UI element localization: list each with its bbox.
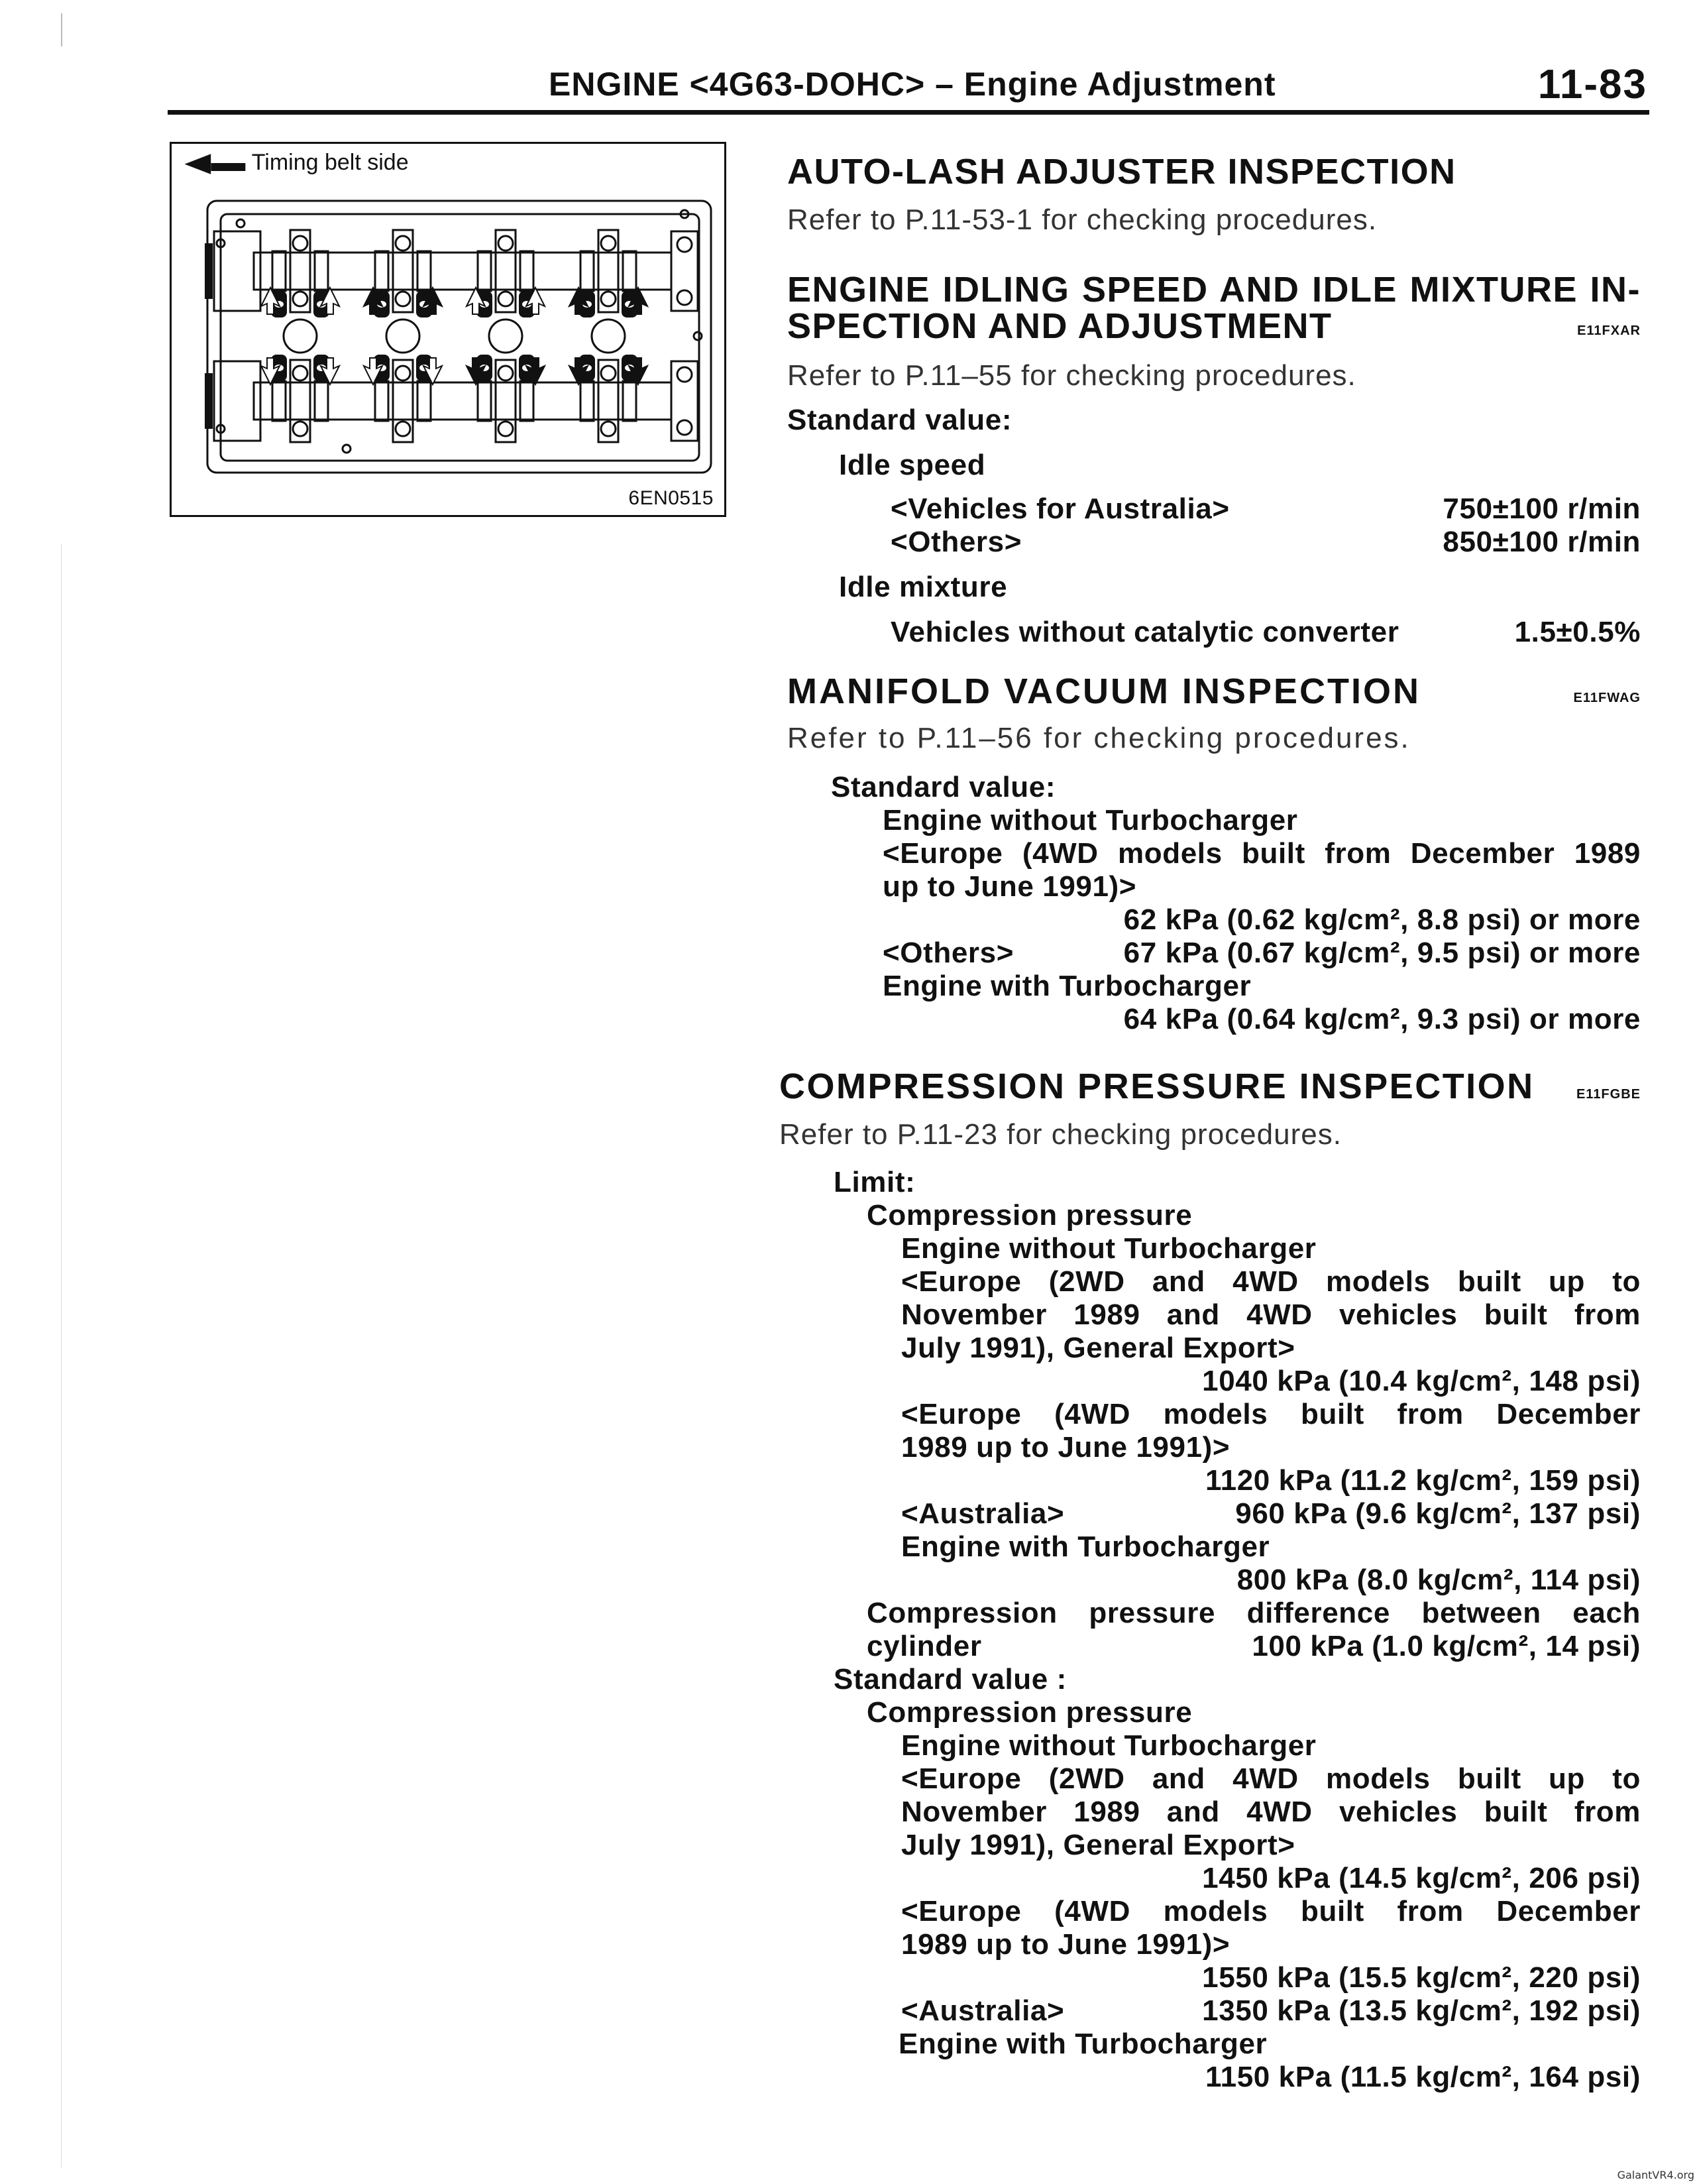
- gasket-hole: [237, 219, 245, 227]
- cap-bolt: [601, 366, 616, 380]
- cap-bolt: [601, 236, 616, 251]
- cp-label: Compression pressure: [867, 1199, 1193, 1232]
- page-header-title: ENGINE <4G63-DOHC> – Engine Adjustment: [549, 66, 1276, 103]
- spec-value: 800 kPa (8.0 kg/cm², 114 psi): [1236, 1564, 1641, 1596]
- spec-value: 960 kPa (9.6 kg/cm², 137 psi): [1235, 1497, 1641, 1530]
- cam-lobe: [580, 251, 594, 291]
- figure-caption: [184, 148, 409, 177]
- diff-line: Compression pressure difference between each: [867, 1597, 1641, 1629]
- cap-bolt: [498, 422, 513, 436]
- cap-bolt: [601, 422, 616, 436]
- europe-line: November 1989 and 4WD vehicles built from: [901, 1796, 1641, 1828]
- spec-value: 62 kPa (0.62 kg/cm², 8.8 psi) or more: [1123, 903, 1641, 936]
- standard-value-label: Standard value:: [787, 404, 1013, 436]
- cam-rear-bearing: [671, 361, 698, 441]
- cam-rear-bearing: [671, 231, 698, 311]
- no-turbo-label: Engine without Turbocharger: [883, 804, 1298, 836]
- europe-line: November 1989 and 4WD vehicles built from: [901, 1298, 1641, 1331]
- cap-bolt: [396, 236, 410, 251]
- diff-line: cylinder: [867, 1630, 982, 1662]
- cap-bolt: [396, 422, 410, 436]
- bearing-bolt: [677, 420, 692, 435]
- section-title-line2: SPECTION AND ADJUSTMENT: [787, 306, 1333, 346]
- spec-value: 1450 kPa (14.5 kg/cm², 206 psi): [1202, 1862, 1641, 1894]
- section-title: MANIFOLD VACUUM INSPECTION: [787, 671, 1421, 711]
- arrow-left-icon: ◀▬: [184, 148, 246, 177]
- cap-bolt: [293, 292, 307, 306]
- cam-sprocket-flange: [205, 243, 213, 299]
- cap-bolt: [293, 422, 307, 436]
- turbo-label: Engine with Turbocharger: [899, 2028, 1268, 2060]
- cam-lobe: [580, 381, 594, 421]
- others-label: <Others>: [883, 937, 1014, 969]
- watermark: GalantVR4.org: [1617, 2169, 1694, 2181]
- europe-line: <Europe (4WD models built from December 1989: [883, 837, 1641, 870]
- cam-lobe: [272, 251, 286, 291]
- section-title: COMPRESSION PRESSURE INSPECTION: [779, 1066, 1535, 1106]
- bearing-bolt: [677, 237, 692, 252]
- spec-value: 1150 kPa (11.5 kg/cm², 164 psi): [1205, 2061, 1641, 2093]
- figure-caption-text: Timing belt side: [251, 149, 409, 175]
- scan-artifact: [61, 13, 62, 46]
- europe-line: <Europe (4WD models built from December: [901, 1398, 1641, 1430]
- cam-sprocket-flange: [205, 373, 213, 429]
- gasket-hole: [343, 445, 351, 453]
- limit-label: Limit:: [834, 1166, 916, 1198]
- spec-value: 1550 kPa (15.5 kg/cm², 220 psi): [1202, 1961, 1641, 1994]
- turbo-label: Engine with Turbocharger: [901, 1530, 1270, 1563]
- europe-line: 1989 up to June 1991)>: [901, 1928, 1231, 1961]
- cap-bolt: [396, 292, 410, 306]
- turbo-label: Engine with Turbocharger: [883, 970, 1252, 1002]
- europe-line: <Europe (2WD and 4WD models built up to: [901, 1265, 1641, 1298]
- gasket-hole: [694, 332, 702, 340]
- australia-label: <Australia>: [901, 1497, 1065, 1530]
- spec-value: 850±100 r/min: [1443, 526, 1641, 558]
- europe-line: up to June 1991)>: [883, 870, 1137, 903]
- spec-value: 1.5±0.5%: [1514, 616, 1641, 648]
- spec-label: <Others>: [891, 526, 1022, 558]
- bearing-bolt: [677, 290, 692, 305]
- europe-line: <Europe (4WD models built from December: [901, 1895, 1641, 1927]
- cap-bolt: [293, 366, 307, 380]
- spec-label: Vehicles without catalytic converter: [891, 616, 1399, 648]
- cap-bolt: [396, 366, 410, 380]
- europe-line: July 1991), General Export>: [901, 1332, 1295, 1364]
- spec-label: <Vehicles for Australia>: [891, 492, 1230, 525]
- figure-code: 6EN0515: [628, 487, 714, 509]
- cap-bolt: [498, 236, 513, 251]
- spec-value: 1040 kPa (10.4 kg/cm², 148 psi): [1202, 1365, 1641, 1397]
- europe-line: July 1991), General Export>: [901, 1829, 1295, 1861]
- spark-plug-hole: [386, 319, 419, 353]
- section-title-line1: ENGINE IDLING SPEED AND IDLE MIXTURE IN-: [787, 270, 1641, 310]
- header-rule: [168, 110, 1649, 115]
- cap-bolt: [498, 366, 513, 380]
- intake-camshaft: [254, 253, 671, 290]
- exhaust-camshaft: [254, 382, 671, 420]
- cap-bolt: [498, 292, 513, 306]
- section-title: AUTO-LASH ADJUSTER INSPECTION: [787, 152, 1456, 192]
- cam-lobe: [478, 381, 491, 421]
- spec-value: 750±100 r/min: [1443, 492, 1641, 525]
- cam-lobe: [272, 381, 286, 421]
- australia-label: <Australia>: [901, 1994, 1065, 2027]
- spark-plug-hole: [592, 319, 625, 353]
- section-code: E11FXAR: [1577, 323, 1641, 338]
- idle-speed-label: Idle speed: [839, 449, 986, 481]
- cam-lobe: [375, 381, 388, 421]
- cam-lobe: [375, 251, 388, 291]
- cam-lobe: [417, 381, 431, 421]
- cam-lobe: [520, 251, 533, 291]
- spec-value: 100 kPa (1.0 kg/cm², 14 psi): [1252, 1630, 1641, 1662]
- europe-line: 1989 up to June 1991)>: [901, 1431, 1231, 1464]
- cap-bolt: [293, 236, 307, 251]
- refer-text: Refer to P.11–56 for checking procedures.: [787, 722, 1411, 754]
- cap-bolt: [601, 292, 616, 306]
- cam-lobe: [315, 251, 328, 291]
- europe-line: <Europe (2WD and 4WD models built up to: [901, 1762, 1641, 1795]
- standard-value-label: Standard value:: [831, 771, 1056, 803]
- cam-lobe: [478, 251, 491, 291]
- cylinder-head-diagram: [181, 197, 718, 482]
- spec-value: 1120 kPa (11.2 kg/cm², 159 psi): [1205, 1464, 1641, 1497]
- page-number: 11-83: [1537, 62, 1647, 107]
- section-code: E11FWAG: [1573, 691, 1641, 705]
- scan-artifact: [61, 544, 62, 2167]
- spec-value: 1350 kPa (13.5 kg/cm², 192 psi): [1202, 1994, 1641, 2027]
- section-code: E11FGBE: [1576, 1087, 1641, 1102]
- idle-mixture-label: Idle mixture: [839, 571, 1008, 603]
- no-turbo-label: Engine without Turbocharger: [901, 1729, 1317, 1762]
- bearing-bolt: [677, 367, 692, 382]
- spark-plug-hole: [489, 319, 522, 353]
- cam-lobe: [623, 251, 636, 291]
- spark-plug-hole: [284, 319, 317, 353]
- standard-value-label: Standard value :: [834, 1663, 1067, 1695]
- cam-lobe: [315, 381, 328, 421]
- spec-value: 64 kPa (0.64 kg/cm², 9.3 psi) or more: [1123, 1003, 1641, 1035]
- cylinder-head-figure: [170, 142, 726, 517]
- cp-label: Compression pressure: [867, 1696, 1193, 1729]
- cam-lobe: [417, 251, 431, 291]
- refer-text: Refer to P.11–55 for checking procedures.: [787, 359, 1356, 392]
- cam-lobe: [623, 381, 636, 421]
- cam-lobe: [520, 381, 533, 421]
- refer-text: Refer to P.11-53-1 for checking procedures.: [787, 203, 1378, 236]
- no-turbo-label: Engine without Turbocharger: [901, 1232, 1317, 1265]
- spec-value: 67 kPa (0.67 kg/cm², 9.5 psi) or more: [1123, 937, 1641, 969]
- refer-text: Refer to P.11-23 for checking procedures.: [779, 1118, 1342, 1151]
